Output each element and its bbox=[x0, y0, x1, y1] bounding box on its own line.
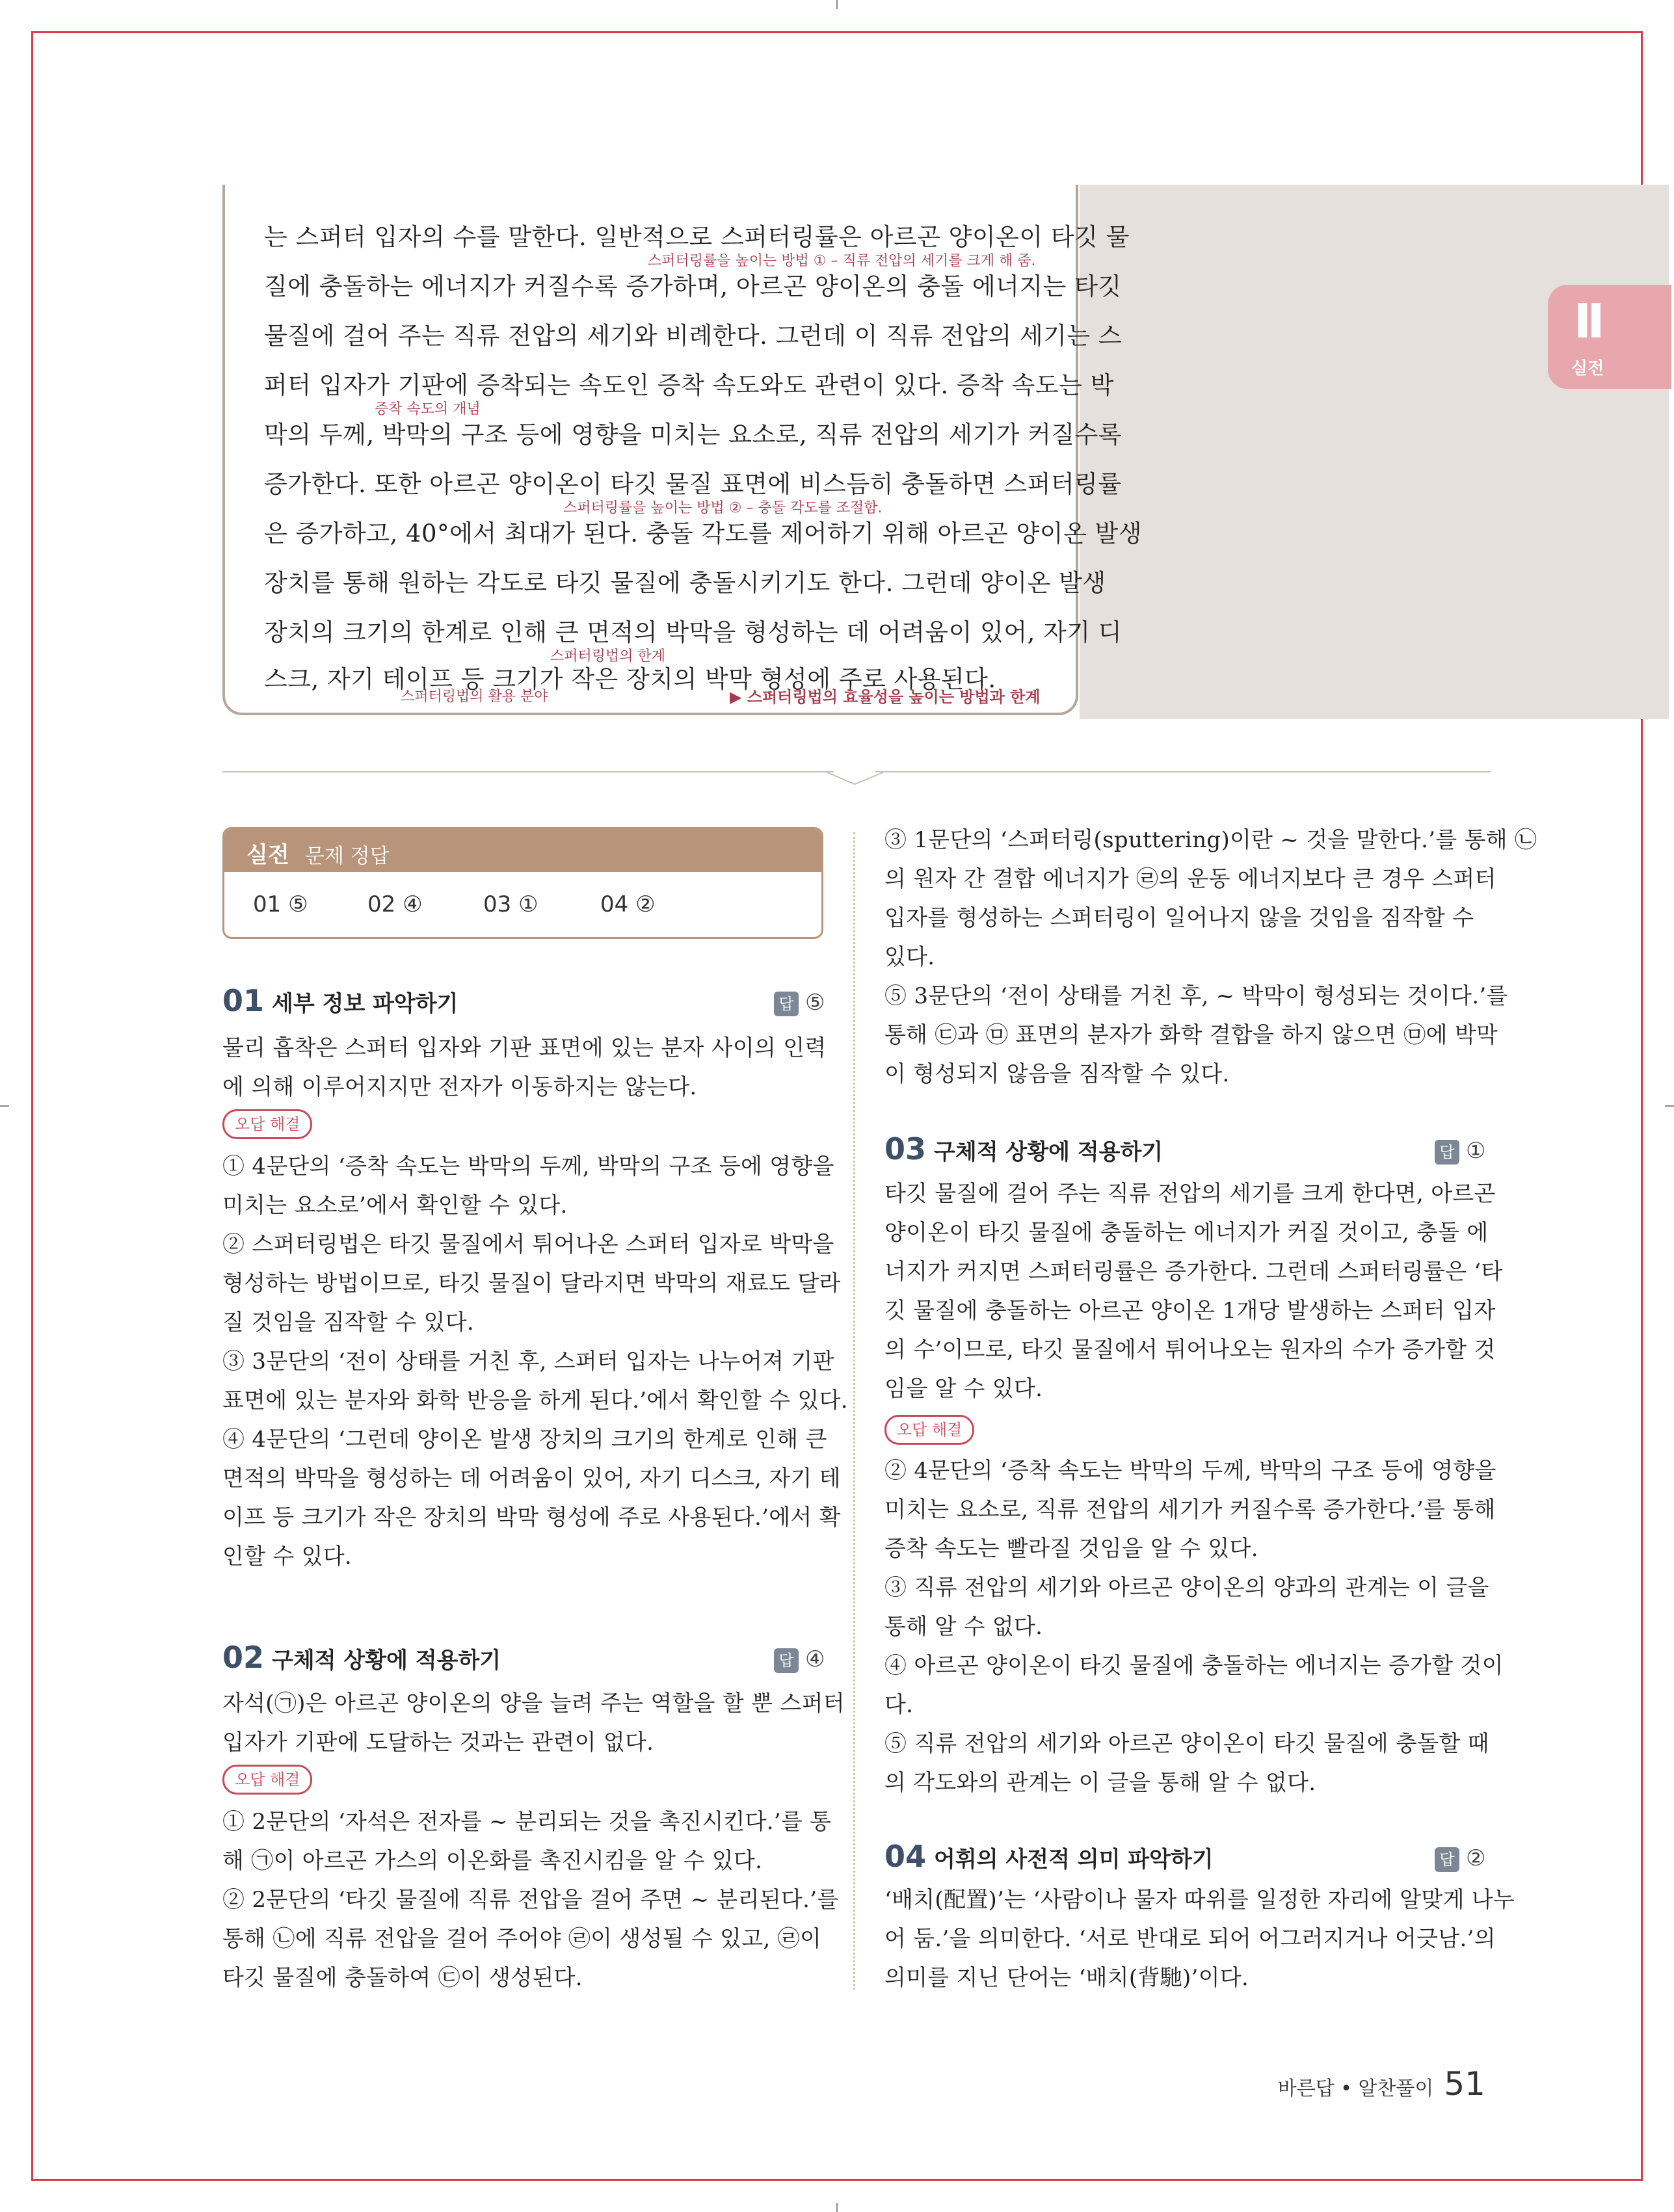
explanation-line: ③ 1문단의 ‘스퍼터링(sputtering)이란 ~ 것을 말한다.’를 통해 ㉡ bbox=[884, 827, 1537, 853]
explanation-line: ④ 아르곤 양이온이 타깃 물질에 충돌하는 에너지는 증가할 것이 bbox=[884, 1653, 1504, 1679]
question-answer bbox=[774, 990, 825, 1016]
explanation-line: ‘배치(配置)’는 ‘사람이나 물자 따위를 일정한 자리에 알맞게 나누 bbox=[884, 1887, 1515, 1913]
explanation-line: 너지가 커지면 스퍼터링률은 증가한다. 그런데 스퍼터링률은 ‘타 bbox=[884, 1259, 1503, 1285]
explanation-line: 물리 흡착은 스퍼터 입자와 기판 표면에 있는 분자 사이의 인력 bbox=[222, 1035, 827, 1061]
answer-badge: 답 bbox=[774, 992, 799, 1016]
explanation-line: ② 2문단의 ‘타깃 물질에 직류 전압을 걸어 주면 ~ 분리된다.’를 bbox=[222, 1887, 839, 1913]
explanation-line: 깃 물질에 충돌하는 아르곤 양이온 1개당 발생하는 스퍼터 입자 bbox=[884, 1298, 1496, 1324]
answer-value: ④ bbox=[805, 1646, 825, 1672]
explanation-line: ① 2문단의 ‘자석은 전자를 ~ 분리되는 것을 촉진시킨다.’를 통 bbox=[222, 1809, 832, 1835]
column-divider bbox=[853, 832, 855, 1990]
explanation-line: 자석(㉠)은 아르곤 양이온의 양을 늘려 주는 역할을 할 뿐 스퍼터 bbox=[222, 1691, 845, 1717]
explanation-line: 미치는 요소로’에서 확인할 수 있다. bbox=[222, 1192, 568, 1218]
question-number: 01 bbox=[222, 983, 265, 1018]
question-answer bbox=[774, 1646, 825, 1673]
question-title: 구체적 상황에 적용하기 bbox=[272, 1648, 501, 1674]
answer-badge: 답 bbox=[774, 1648, 799, 1673]
explanation-line: 이프 등 크기가 작은 장치의 박막 형성에 주로 사용된다.’에서 확 bbox=[222, 1505, 841, 1531]
passage-line: 퍼터 입자가 기판에 증착되는 속도인 증착 속도와도 관련이 있다. 증착 속도는 박 bbox=[264, 371, 1114, 399]
question-title: 세부 정보 파악하기 bbox=[272, 991, 458, 1017]
explanation-line: 통해 ㉡에 직류 전압을 걸어 주어야 ㉣이 생성될 수 있고, ㉣이 bbox=[222, 1926, 822, 1952]
question-heading bbox=[884, 1839, 1214, 1874]
answer-key-item: 04 ② bbox=[600, 891, 656, 917]
passage-annotation: 스퍼터링법의 활용 분야 bbox=[401, 689, 548, 705]
question-answer bbox=[1435, 1845, 1485, 1872]
explanation-line: 해 ㉠이 아르곤 가스의 이온화를 촉진시킴을 알 수 있다. bbox=[222, 1848, 763, 1874]
question-number: 02 bbox=[222, 1640, 265, 1675]
reading-passage bbox=[222, 185, 1142, 715]
explanation-line: 양이온이 타깃 물질에 충돌하는 에너지가 커질 것이고, 충돌 에 bbox=[884, 1220, 1489, 1246]
question-heading bbox=[222, 983, 458, 1018]
passage-line: 질에 충돌하는 에너지가 커질수록 증가하며, 아르곤 양이온의 충돌 에너지는 타깃 bbox=[264, 272, 1122, 300]
question-title: 어휘의 사전적 의미 파악하기 bbox=[934, 1847, 1214, 1873]
chapter-side-tab bbox=[1548, 285, 1671, 389]
explanation-line: ③ 직류 전압의 세기와 아르곤 양이온의 양과의 관계는 이 글을 bbox=[884, 1575, 1489, 1601]
explanation-line: 통해 알 수 없다. bbox=[884, 1614, 1043, 1640]
page-footer bbox=[1278, 2065, 1485, 2103]
explanation-line: 면적의 박막을 형성하는 데 어려움이 있어, 자기 디스크, 자기 테 bbox=[222, 1466, 841, 1492]
explanation-line: 어 둠.’을 의미한다. ‘서로 반대로 되어 어그러지거나 어긋남.’의 bbox=[884, 1926, 1496, 1952]
explanation-line: 입자를 형성하는 스퍼터링이 일어나지 않을 것임을 짐작할 수 bbox=[884, 905, 1474, 931]
crop-mark bbox=[836, 0, 838, 9]
explanation-line: 통해 ㉢과 ㉤ 표면의 분자가 화학 결합을 하지 않으면 ㉤에 박막 bbox=[884, 1022, 1498, 1048]
passage-line: 막의 두께, 박막의 구조 등에 영향을 미치는 요소로, 직류 전압의 세기가 커질수록 bbox=[264, 421, 1123, 449]
explanation-line: 다. bbox=[884, 1692, 914, 1718]
chapter-label: 실전 bbox=[1571, 359, 1604, 378]
explanation-line: 미치는 요소로, 직류 전압의 세기가 커질수록 증가한다.’를 통해 bbox=[884, 1497, 1496, 1523]
passage-line: 스크, 자기 테이프 등 크기가 작은 장치의 박막 형성에 주로 사용된다. bbox=[264, 665, 996, 693]
explanation-line: 증착 속도는 빨라질 것임을 알 수 있다. bbox=[884, 1536, 1258, 1562]
explanation-line: 의미를 지닌 단어는 ‘배치(背馳)’이다. bbox=[884, 1965, 1249, 1991]
passage-summary: ▶ 스퍼터링법의 효율성을 높이는 방법과 한계 bbox=[730, 688, 1041, 706]
section-divider bbox=[875, 771, 1491, 772]
page-number: 51 bbox=[1444, 2065, 1485, 2103]
crop-mark bbox=[836, 2203, 838, 2212]
explanation-line: 의 수’이므로, 타깃 물질에서 튀어나오는 원자의 수가 증가할 것 bbox=[884, 1337, 1496, 1363]
question-answer bbox=[1435, 1138, 1485, 1165]
answer-badge: 답 bbox=[1435, 1140, 1459, 1165]
divider-notch bbox=[826, 761, 884, 787]
explanation-line: 표면에 있는 분자와 화학 반응을 하게 된다.’에서 확인할 수 있다. bbox=[222, 1388, 848, 1414]
explanation-line: 있다. bbox=[884, 944, 935, 970]
explanation-line: 타깃 물질에 충돌하여 ㉢이 생성된다. bbox=[222, 1965, 583, 1991]
explanation-line: 인할 수 있다. bbox=[222, 1544, 352, 1570]
explanation-line: 임을 알 수 있다. bbox=[884, 1376, 1043, 1402]
question-heading bbox=[884, 1131, 1163, 1166]
answer-key-item: 01 ⑤ bbox=[253, 891, 308, 917]
passage-annotation: 스퍼터링률을 높이는 방법 ① – 직류 전압의 세기를 크게 해 줌. bbox=[648, 253, 1036, 269]
wrong-answer-label: 오답 해결 bbox=[884, 1415, 974, 1445]
explanation-line: ⑤ 직류 전압의 세기와 아르곤 양이온이 타깃 물질에 충돌할 때 bbox=[884, 1731, 1489, 1757]
question-heading bbox=[222, 1640, 501, 1675]
explanation-line: 의 각도와의 관계는 이 글을 통해 알 수 없다. bbox=[884, 1770, 1316, 1796]
wrong-answer-label: 오답 해결 bbox=[222, 1765, 312, 1795]
chapter-numeral: Ⅱ bbox=[1574, 294, 1605, 349]
crop-mark bbox=[0, 1105, 9, 1107]
section-divider bbox=[222, 771, 834, 772]
wrong-answer-label: 오답 해결 bbox=[222, 1109, 312, 1139]
answer-key-header bbox=[224, 829, 821, 872]
question-number: 04 bbox=[884, 1839, 927, 1874]
question-title: 구체적 상황에 적용하기 bbox=[934, 1139, 1163, 1165]
passage-line: 장치를 통해 원하는 각도로 타깃 물질에 충돌시키기도 한다. 그런데 양이온 발생 bbox=[264, 569, 1106, 597]
answer-value: ② bbox=[1466, 1845, 1486, 1871]
answer-badge: 답 bbox=[1435, 1847, 1459, 1872]
footer-label: 바른답 • 알찬풀이 bbox=[1277, 2077, 1434, 2100]
passage-line: 장치의 크기의 한계로 인해 큰 면적의 박막을 형성하는 데 어려움이 있어, 자기 디 bbox=[264, 618, 1123, 646]
explanation-line: 타깃 물질에 걸어 주는 직류 전압의 세기를 크게 한다면, 아르곤 bbox=[884, 1181, 1496, 1207]
explanation-line: ② 스퍼터링법은 타깃 물질에서 튀어나온 스퍼터 입자로 박막을 bbox=[222, 1231, 834, 1257]
answer-key-item: 02 ④ bbox=[367, 891, 423, 917]
explanation-line: ⑤ 3문단의 ‘전이 상태를 거친 후, ~ 박막이 형성되는 것이다.’를 bbox=[884, 983, 1508, 1009]
crop-mark bbox=[1665, 1105, 1674, 1107]
passage-annotation: 스퍼터링법의 한계 bbox=[550, 648, 666, 665]
passage-annotation: 증착 속도의 개념 bbox=[375, 401, 481, 417]
answer-value: ⑤ bbox=[805, 990, 825, 1016]
answer-value: ① bbox=[1466, 1138, 1486, 1164]
question-number: 03 bbox=[884, 1131, 927, 1166]
explanation-line: 입자가 기판에 도달하는 것과는 관련이 없다. bbox=[222, 1730, 654, 1756]
passage-line: 증가한다. 또한 아르곤 양이온이 타깃 물질 표면에 비스듬히 충돌하면 스퍼터링률 bbox=[264, 470, 1122, 498]
explanation-line: 의 원자 간 결합 에너지가 ㉣의 운동 에너지보다 큰 경우 스퍼터 bbox=[884, 866, 1496, 892]
answer-key-item: 03 ① bbox=[483, 891, 538, 917]
explanation-line: ③ 3문단의 ‘전이 상태를 거친 후, 스퍼터 입자는 나누어져 기판 bbox=[222, 1349, 834, 1375]
passage-line: 물질에 걸어 주는 직류 전압의 세기와 비례한다. 그런데 이 직류 전압의 세기는 스 bbox=[264, 322, 1123, 350]
answer-key-box bbox=[222, 827, 823, 939]
passage-annotation: 스퍼터링률을 높이는 방법 ② – 충돌 각도를 조절함. bbox=[563, 500, 883, 516]
explanation-line: 질 것임을 짐작할 수 있다. bbox=[222, 1310, 474, 1336]
explanation-line: 형성하는 방법이므로, 타깃 물질이 달라지면 박막의 재료도 달라 bbox=[222, 1271, 841, 1297]
explanation-line: ② 4문단의 ‘증착 속도는 박막의 두께, 박막의 구조 등에 영향을 bbox=[884, 1458, 1496, 1484]
explanation-line: ① 4문단의 ‘증착 속도는 박막의 두께, 박막의 구조 등에 영향을 bbox=[222, 1153, 834, 1179]
explanation-line: 이 형성되지 않음을 짐작할 수 있다. bbox=[884, 1061, 1230, 1087]
answer-key-title: 문제 정답 bbox=[305, 845, 390, 868]
passage-line: 은 증가하고, 40°에서 최대가 된다. 충돌 각도를 제어하기 위해 아르곤 양이온 발생 bbox=[264, 520, 1142, 547]
passage-background-band bbox=[1080, 185, 1669, 719]
passage-line: 는 스퍼터 입자의 수를 말한다. 일반적으로 스퍼터링률은 아르곤 양이온이 타깃 물 bbox=[264, 223, 1130, 251]
explanation-line: 에 의해 이루어지지만 전자가 이동하지는 않는다. bbox=[222, 1074, 697, 1100]
explanation-line: ④ 4문단의 ‘그런데 양이온 발생 장치의 크기의 한계로 인해 큰 bbox=[222, 1427, 827, 1453]
answer-key-title-bold: 실전 bbox=[246, 842, 289, 868]
